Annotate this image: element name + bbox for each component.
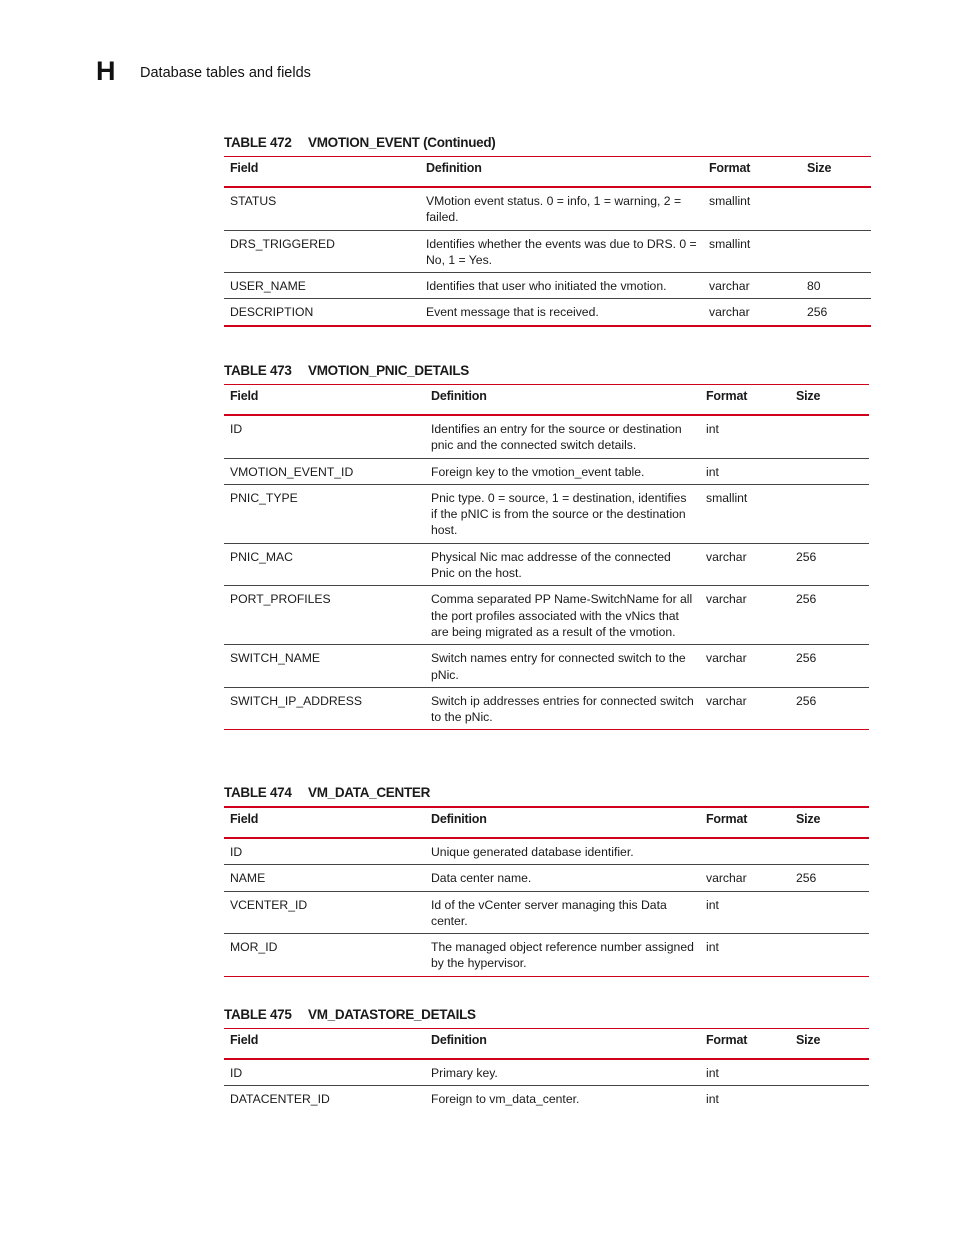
cell-format: int bbox=[706, 1066, 719, 1080]
cell-field: SWITCH_IP_ADDRESS bbox=[230, 693, 363, 708]
cell-format: smallint bbox=[709, 194, 751, 208]
cell-size: 80 bbox=[807, 279, 821, 294]
table-row bbox=[224, 865, 869, 891]
table-row bbox=[224, 687, 869, 730]
table-row bbox=[224, 586, 869, 645]
cell-definition: Physical Nic mac addresse of the connected Pnic on the host. bbox=[431, 549, 671, 581]
cell-definition: Primary key. bbox=[431, 1066, 498, 1080]
column-header-field: Field bbox=[230, 389, 259, 403]
column-header-size: Size bbox=[807, 161, 832, 175]
cell-definition: VMotion event status. 0 = info, 1 = warning, 2 = failed. bbox=[426, 194, 682, 225]
cell-field: ID bbox=[230, 422, 243, 436]
column-header-size: Size bbox=[796, 812, 821, 826]
cell-field: DESCRIPTION bbox=[230, 305, 314, 320]
column-header-definition: Definition bbox=[431, 1033, 487, 1047]
cell-size bbox=[790, 1059, 869, 1086]
cell-size: 256 bbox=[796, 871, 817, 886]
table-row bbox=[224, 415, 869, 458]
table-header-row bbox=[224, 157, 871, 188]
column-header-definition: Definition bbox=[431, 389, 487, 403]
column-header-format: Format bbox=[706, 389, 748, 403]
table-475-block bbox=[224, 1008, 869, 1112]
column-header-field: Field bbox=[230, 161, 259, 175]
cell-definition: The managed object reference number assigned by the hypervisor. bbox=[431, 940, 694, 971]
cell-definition: Switch names entry for connected switch to the pNic. bbox=[431, 651, 686, 682]
cell-field: PNIC_TYPE bbox=[230, 490, 298, 505]
column-header-definition: Definition bbox=[431, 812, 487, 826]
cell-field: NAME bbox=[230, 871, 266, 886]
cell-field: USER_NAME bbox=[230, 279, 306, 294]
column-header-field: Field bbox=[230, 1033, 259, 1047]
column-header-field: Field bbox=[230, 812, 259, 826]
cell-size: 256 bbox=[796, 651, 817, 666]
table-row bbox=[224, 299, 871, 326]
cell-definition: Data center name. bbox=[431, 871, 532, 886]
cell-field: ID bbox=[230, 845, 243, 859]
cell-field: DATACENTER_ID bbox=[230, 1092, 330, 1107]
table-row bbox=[224, 543, 869, 586]
page-header-title: Database tables and fields bbox=[140, 65, 311, 81]
table-caption bbox=[224, 786, 869, 806]
table-row bbox=[224, 458, 869, 484]
table-name: VMOTION_EVENT (Continued) bbox=[308, 135, 496, 150]
cell-size bbox=[790, 458, 869, 484]
cell-size: 256 bbox=[796, 549, 817, 564]
cell-field: DRS_TRIGGERED bbox=[230, 236, 335, 251]
table-474-block bbox=[224, 786, 869, 977]
table-caption bbox=[224, 364, 869, 384]
column-header-format: Format bbox=[706, 812, 748, 826]
table-row bbox=[224, 891, 869, 934]
cell-definition: Unique generated database identifier. bbox=[431, 845, 634, 859]
cell-format: varchar bbox=[709, 305, 750, 320]
table-row bbox=[224, 187, 871, 230]
cell-format: int bbox=[706, 897, 719, 912]
table-472-block bbox=[224, 136, 871, 327]
table-name: VM_DATASTORE_DETAILS bbox=[308, 1007, 476, 1022]
cell-format: varchar bbox=[706, 871, 747, 886]
cell-size bbox=[790, 934, 869, 977]
table-row bbox=[224, 273, 871, 299]
table-row bbox=[224, 645, 869, 688]
cell-format bbox=[700, 838, 790, 865]
cell-field: VMOTION_EVENT_ID bbox=[230, 464, 354, 479]
cell-size bbox=[790, 415, 869, 458]
cell-format: varchar bbox=[706, 693, 747, 708]
column-header-format: Format bbox=[709, 161, 751, 175]
cell-size bbox=[790, 484, 869, 543]
cell-format: int bbox=[706, 1092, 719, 1107]
table-row bbox=[224, 1086, 869, 1112]
table-row bbox=[224, 838, 869, 865]
table-number: TABLE 473 bbox=[224, 363, 292, 378]
cell-format: varchar bbox=[706, 651, 747, 666]
cell-field: ID bbox=[230, 1066, 243, 1080]
cell-format: smallint bbox=[709, 236, 751, 251]
table-row bbox=[224, 1059, 869, 1086]
cell-size bbox=[801, 230, 871, 273]
cell-field: SWITCH_NAME bbox=[230, 651, 321, 666]
column-header-size: Size bbox=[796, 389, 821, 403]
cell-definition: Identifies that user who initiated the vmotion. bbox=[426, 279, 667, 294]
cell-definition: Pnic type. 0 = source, 1 = destination, identifies if the pNIC is from the source or the destination host. bbox=[431, 490, 687, 538]
cell-field: PNIC_MAC bbox=[230, 549, 293, 564]
table-name: VMOTION_PNIC_DETAILS bbox=[308, 363, 470, 378]
table-vmotion-pnic-details bbox=[224, 384, 869, 730]
cell-format: int bbox=[706, 422, 719, 436]
table-row bbox=[224, 934, 869, 977]
cell-definition: Foreign key to the vmotion_event table. bbox=[431, 464, 645, 479]
appendix-letter: H bbox=[96, 56, 116, 86]
column-header-size: Size bbox=[796, 1033, 821, 1047]
table-vm-data-center bbox=[224, 806, 869, 977]
cell-size bbox=[790, 1086, 869, 1112]
cell-definition: Identifies whether the events was due to DRS. 0 = No, 1 = Yes. bbox=[426, 236, 697, 267]
cell-field: PORT_PROFILES bbox=[230, 592, 331, 607]
cell-definition: Comma separated PP Name-SwitchName for all the port profiles associated with the vNics that are being migrated as a result of the vmotion. bbox=[431, 592, 693, 639]
table-number: TABLE 475 bbox=[224, 1007, 292, 1022]
cell-size bbox=[801, 187, 871, 230]
cell-format: varchar bbox=[706, 592, 747, 607]
cell-definition: Foreign to vm_data_center. bbox=[431, 1092, 580, 1107]
table-vm-datastore-details bbox=[224, 1028, 869, 1112]
table-473-block bbox=[224, 364, 869, 730]
cell-definition: Switch ip addresses entries for connected switch to the pNic. bbox=[431, 693, 694, 725]
cell-format: varchar bbox=[706, 549, 747, 564]
table-header-row bbox=[224, 807, 869, 838]
cell-size bbox=[790, 838, 869, 865]
cell-size bbox=[790, 891, 869, 934]
cell-format: smallint bbox=[706, 490, 748, 505]
cell-size: 256 bbox=[796, 693, 817, 708]
table-number: TABLE 474 bbox=[224, 785, 292, 800]
table-caption bbox=[224, 136, 871, 156]
table-header-row bbox=[224, 385, 869, 416]
cell-field: STATUS bbox=[230, 194, 277, 208]
cell-definition: Id of the vCenter server managing this Data center. bbox=[431, 897, 667, 928]
table-vmotion-event bbox=[224, 156, 871, 327]
cell-field: VCENTER_ID bbox=[230, 897, 308, 912]
table-name: VM_DATA_CENTER bbox=[308, 785, 431, 800]
cell-field: MOR_ID bbox=[230, 940, 278, 955]
cell-format: int bbox=[706, 940, 719, 955]
table-row bbox=[224, 230, 871, 273]
cell-format: int bbox=[706, 464, 719, 479]
cell-definition: Event message that is received. bbox=[426, 305, 599, 320]
column-header-definition: Definition bbox=[426, 161, 482, 175]
cell-definition: Identifies an entry for the source or destination pnic and the connected switch details. bbox=[431, 422, 682, 453]
table-header-row bbox=[224, 1029, 869, 1060]
table-row bbox=[224, 484, 869, 543]
column-header-format: Format bbox=[706, 1033, 748, 1047]
table-caption bbox=[224, 1008, 869, 1028]
cell-size: 256 bbox=[796, 592, 817, 607]
cell-format: varchar bbox=[709, 279, 750, 294]
table-number: TABLE 472 bbox=[224, 135, 292, 150]
cell-size: 256 bbox=[807, 305, 828, 320]
